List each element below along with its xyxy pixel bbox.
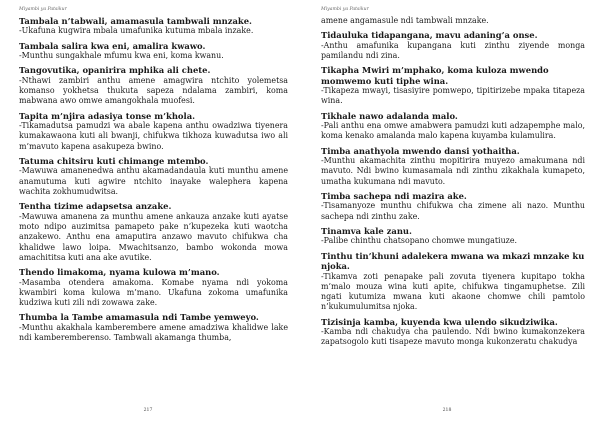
proverb-meaning: -Masamba otendera amakoma. Komabe nyama ndi yokoma kwambiri koma kulowa m’mano. Ukafuna zokoma umafunika kudziwa kuti zili ndi zowawa zake.: [19, 277, 288, 308]
proverb-meaning: -Mawuwa amanena za munthu amene ankauza anzake kuti ayatse moto ndipo auzimitsa pamapeto pake n’kupezeka kuti waotcha anzakewo. Anthu ena amaputira anzawo mavuto chifukwa cha khalidwe lawo loipa. Mwachitsanzo, bambo wokonda mowa amachititsa kuti ana ake avutike.: [19, 211, 288, 262]
proverb-meaning: -Tikamva zoti penapake pali zovuta tiyenera kupitapo tokha m’malo mouza wina kuti apite, chifukwa tingamuphetse. Zili ngati kutumiza mwana kuti akaone chomwe chili pamtolo n’kukumulumitsa njoka.: [321, 271, 585, 312]
proverb-entry: [321, 146, 585, 187]
proverb-entry: [19, 41, 288, 62]
proverb-entry: [19, 156, 288, 197]
proverb-meaning: -Munthu sungakhale mfumu kwa eni, koma kwanu.: [19, 51, 224, 61]
proverb-text: Tizisinja kamba, kuyenda kwa ulendo sikudziwika.: [321, 316, 558, 327]
entry-list: [19, 16, 288, 343]
proverb-entry: [321, 191, 585, 222]
proverb-entry: [321, 111, 585, 142]
right-page: [300, 0, 600, 424]
proverb-meaning: -Ukafuna kugwira mbala umafunika kutuma mbala inzake.: [19, 26, 254, 36]
proverb-text: Tatuma chitsiru kuti chimange mtembo.: [19, 156, 209, 166]
proverb-entry: [321, 16, 585, 26]
proverb-text: Tentha tizime adapsetsa anzake.: [19, 201, 172, 212]
proverb-entry: [19, 312, 288, 343]
proverb-meaning: amene angamasule ndi tambwali mnzake.: [321, 16, 489, 25]
proverb-entry: [19, 65, 288, 106]
proverb-entry: [321, 251, 585, 313]
proverb-entry: [19, 16, 288, 37]
proverb-meaning: -Tikamadutsa pamudzi wa abale kapena anthu owadziwa tiyenera kumakawaona kuti ali bwanji, chifukwa tikhoza kuwadutsa iwo ali m’mavuto kapena asakupeza bwino.: [19, 121, 288, 151]
proverb-text: Tambala salira kwa eni, amalira kwawo.: [19, 40, 206, 51]
proverb-text: Tangovutika, opanirira mphika ali chete.: [19, 65, 211, 76]
proverb-text: Tambala n’tabwali, amamasula tambwali mnzake.: [19, 16, 252, 26]
proverb-text: Thumba la Tambe amamasula ndi Tambe yemweyo.: [19, 312, 259, 323]
proverb-entry: [19, 111, 288, 152]
entry-list: [321, 16, 585, 348]
proverb-meaning: -Kamba ndi chakudya cha paulendo. Ndi bwino kumakonzekera zapatsogolo kuti tisapeze mavuto monga kukonzeratu chakudya: [321, 327, 585, 347]
proverb-meaning: -Tisamanyoze munthu chifukwa cha zimene ali nazo. Munthu sachepa ndi zinthu zake.: [321, 201, 585, 221]
running-head: Miyambi ya Patsikur: [19, 7, 67, 12]
proverb-meaning: -Pali anthu ena omwe amabwera pamudzi kuti adzapemphe malo, koma kenako amalanda malo kapena kuyamba kulamulira.: [321, 121, 585, 141]
proverb-entry: [19, 201, 288, 263]
proverb-text: Tikhale nawo adalanda malo.: [321, 110, 458, 121]
proverb-text: Timba sachepa ndi mazira ake.: [321, 191, 467, 201]
proverb-text: Tapita m’njira adasiya tonse m’khola.: [19, 110, 196, 121]
proverb-text: Tinamva kale zanu.: [321, 226, 412, 236]
running-head: Miyambi ya Patsikur: [321, 7, 369, 12]
proverb-text: Tikapha Mwiri m’mphako, koma kuloza mwendo momwemo kuti tiphe wina.: [321, 65, 549, 86]
proverb-meaning: -Mawuwa amanenedwa anthu akamadandaula kuti munthu amene anamutuma kuti agwire ntchito inayake walephera kapena wachita zokhumudwitsa.: [19, 166, 288, 196]
page-number: 218: [442, 408, 452, 413]
proverb-entry: [321, 30, 585, 61]
proverb-text: Tinthu tin’khuni adalekera mwana wa mkazi mnzake ku njoka.: [321, 250, 585, 272]
proverb-meaning: -Nthawi zambiri anthu amene amagwira ntchito yolemetsa komanso yokhetsa thukuta sapeza ndalama zambiri, koma mabwana awo omwe amangokhala muofesi.: [19, 75, 288, 106]
page-number: 217: [143, 408, 153, 413]
proverb-meaning: -Munthu akakhala kamberembere amene amadziwa khalidwe lake ndi kamberemberenso. Tambwali akamanga thumba,: [19, 322, 288, 343]
proverb-text: Thendo limakoma, nyama kulowa m’mano.: [19, 267, 220, 278]
proverb-meaning: -Palibe chinthu chatsopano chomwe mungatiuze.: [321, 236, 518, 246]
proverb-meaning: -Anthu amafunika kupangana kuti zinthu ziyende monga pamilandu ndi zina.: [321, 40, 585, 60]
proverb-meaning: -Munthu akamachita zinthu mopitirira muyezo amakumana ndi mavuto. Ndi bwino kumasamala ndi zinthu zikakhala kumapeto, umatha kukumana ndi mavuto.: [321, 156, 585, 186]
proverb-entry: [321, 226, 585, 247]
proverb-text: Timba anathyola mwendo dansi yothaitha.: [321, 145, 520, 156]
proverb-text: Tidauluka tidapangana, mavu adaning’a onse.: [321, 30, 538, 41]
proverb-entry: [19, 267, 288, 308]
proverb-meaning: -Tikapeza mwayi, tisasiyire pomwepo, tipitirizebe mpaka titapeza wina.: [321, 86, 585, 106]
proverb-entry: [321, 65, 585, 106]
proverb-entry: [321, 317, 585, 348]
